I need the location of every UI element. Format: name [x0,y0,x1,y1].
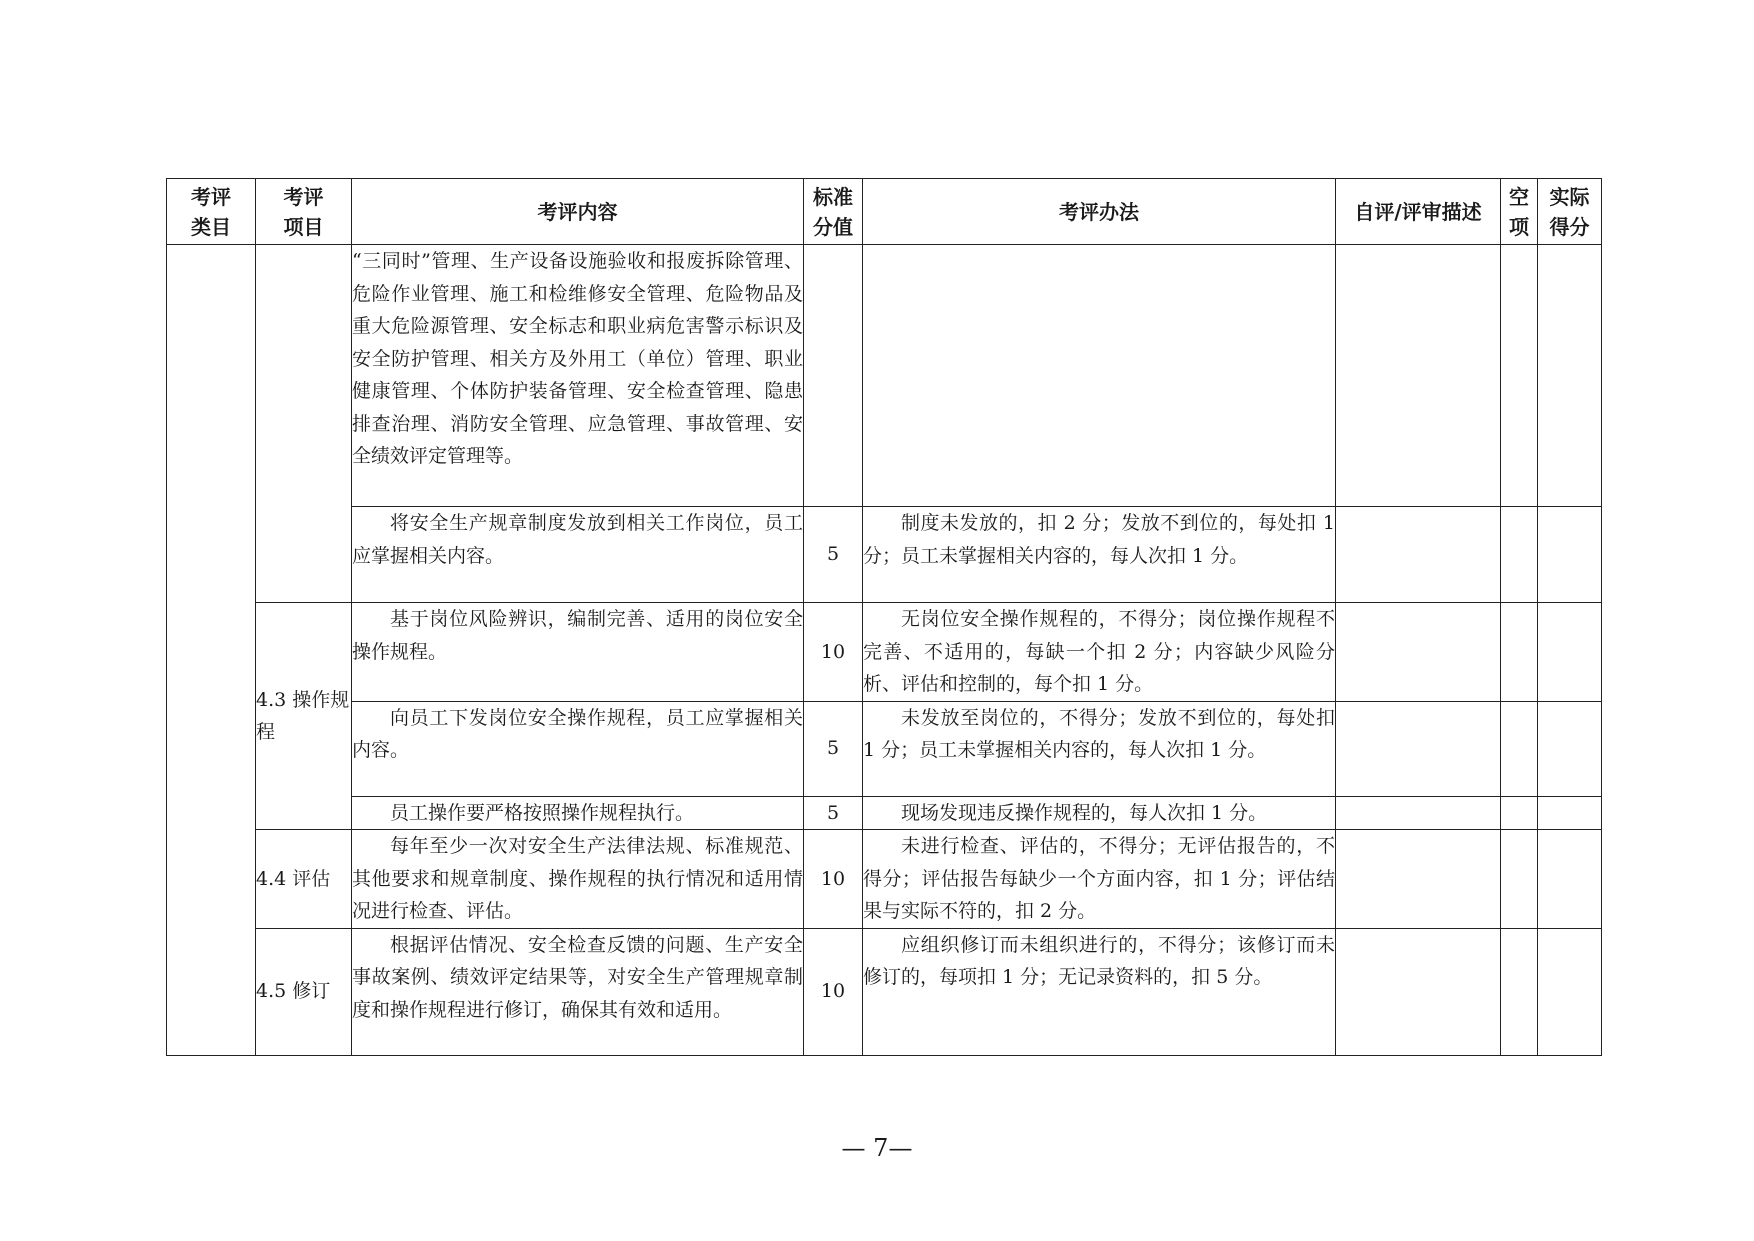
self-review-cell[interactable] [1336,701,1501,796]
content-cell: 员工操作要严格按照操作规程执行。 [352,796,804,830]
score-cell: 10 [804,603,863,702]
score-cell [804,245,863,507]
method-cell: 现场发现违反操作规程的，每人次扣 1 分。 [863,796,1336,830]
item-cell [256,245,352,603]
assessment-table [166,178,1602,1056]
empty-cell[interactable] [1501,245,1538,507]
score-cell: 5 [804,507,863,603]
method-cell: 未进行检查、评估的，不得分；无评估报告的，不得分；评估报告每缺少一个方面内容，扣 1 分；评估结果与实际不符的，扣 2 分。 [863,830,1336,929]
actual-score-cell[interactable] [1538,701,1602,796]
actual-score-cell[interactable] [1538,796,1602,830]
header-content: 考评内容 [352,179,804,245]
table-row [167,507,1602,603]
empty-cell[interactable] [1501,507,1538,603]
empty-cell[interactable] [1501,796,1538,830]
self-review-cell[interactable] [1336,603,1501,702]
header-self-review: 自评/评审描述 [1336,179,1501,245]
content-cell: 将安全生产规章制度发放到相关工作岗位，员工应掌握相关内容。 [352,507,804,603]
actual-score-cell[interactable] [1538,928,1602,1055]
table-row [167,603,1602,702]
content-cell: 每年至少一次对安全生产法律法规、标准规范、其他要求和规章制度、操作规程的执行情况和适用情况进行检查、评估。 [352,830,804,929]
empty-cell[interactable] [1501,603,1538,702]
table-row [167,796,1602,830]
self-review-cell[interactable] [1336,796,1501,830]
header-empty: 空项 [1501,179,1538,245]
empty-cell[interactable] [1501,701,1538,796]
actual-score-cell[interactable] [1538,507,1602,603]
method-cell: 未发放至岗位的，不得分；发放不到位的，每处扣 1 分；员工未掌握相关内容的，每人次扣 1 分。 [863,701,1336,796]
self-review-cell[interactable] [1336,830,1501,929]
empty-cell[interactable] [1501,830,1538,929]
item-cell-4-5: 4.5 修订 [256,928,352,1055]
self-review-cell[interactable] [1336,245,1501,507]
header-method: 考评办法 [863,179,1336,245]
self-review-cell[interactable] [1336,507,1501,603]
item-cell-4-3: 4.3 操作规程 [256,603,352,830]
item-cell-4-4: 4.4 评估 [256,830,352,929]
score-cell: 10 [804,928,863,1055]
header-row [167,179,1602,245]
self-review-cell[interactable] [1336,928,1501,1055]
content-cell: “三同时”管理、生产设备设施验收和报废拆除管理、危险作业管理、施工和检维修安全管理、危险物品及重大危险源管理、安全标志和职业病危害警示标识及安全防护管理、相关方及外用工（单位）管理、职业健康管理、个体防护装备管理、安全检查管理、隐患排查治理、消防安全管理、应急管理、事故管理、安全绩效评定管理等。 [352,245,804,507]
content-cell: 根据评估情况、安全检查反馈的问题、生产安全事故案例、绩效评定结果等，对安全生产管理规章制度和操作规程进行修订，确保其有效和适用。 [352,928,804,1055]
score-cell: 10 [804,830,863,929]
method-cell: 制度未发放的，扣 2 分；发放不到位的，每处扣 1 分；员工未掌握相关内容的，每人次扣 1 分。 [863,507,1336,603]
method-cell [863,245,1336,507]
page-number: — 7— [841,1134,913,1162]
header-item: 考评项目 [256,179,352,245]
table-row [167,830,1602,929]
score-cell: 5 [804,796,863,830]
actual-score-cell[interactable] [1538,830,1602,929]
header-standard-score: 标准分值 [804,179,863,245]
actual-score-cell[interactable] [1538,245,1602,507]
content-cell: 向员工下发岗位安全操作规程，员工应掌握相关内容。 [352,701,804,796]
empty-cell[interactable] [1501,928,1538,1055]
actual-score-cell[interactable] [1538,603,1602,702]
category-cell [167,245,256,1056]
header-category: 考评类目 [167,179,256,245]
method-cell: 应组织修订而未组织进行的，不得分；该修订而未修订的，每项扣 1 分；无记录资料的，扣 5 分。 [863,928,1336,1055]
table-row [167,701,1602,796]
score-cell: 5 [804,701,863,796]
content-cell: 基于岗位风险辨识，编制完善、适用的岗位安全操作规程。 [352,603,804,702]
header-actual-score: 实际得分 [1538,179,1602,245]
table-row [167,928,1602,1055]
method-cell: 无岗位安全操作规程的，不得分；岗位操作规程不完善、不适用的，每缺一个扣 2 分；内容缺少风险分析、评估和控制的，每个扣 1 分。 [863,603,1336,702]
table-row [167,245,1602,507]
